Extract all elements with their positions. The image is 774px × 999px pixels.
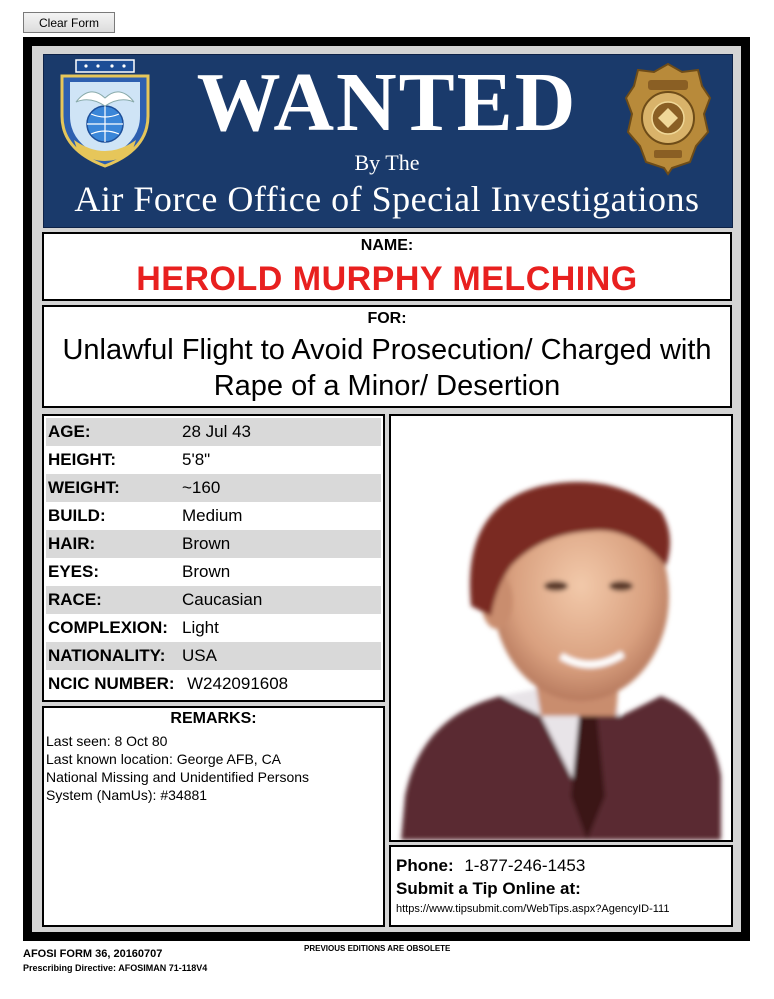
phone-line	[396, 856, 585, 876]
afosi-shield-icon	[54, 58, 156, 170]
remarks-label: REMARKS:	[170, 710, 257, 727]
remarks-line: Last known location: George AFB, CA	[46, 751, 282, 767]
attribute-label: NATIONALITY:	[48, 646, 166, 665]
attribute-label: BUILD:	[48, 506, 106, 525]
agency-name: Air Force Office of Special Investigations	[74, 179, 700, 219]
remarks-line: System (NamUs): #34881	[46, 787, 208, 803]
attribute-label: HEIGHT:	[48, 450, 116, 469]
form-identifier: AFOSI FORM 36, 20160707	[23, 948, 163, 960]
attribute-value: 5'8"	[182, 450, 211, 469]
suspect-photo	[389, 414, 733, 842]
attribute-value: 28 Jul 43	[182, 422, 251, 441]
attribute-value: ~160	[182, 478, 221, 497]
name-section	[42, 232, 732, 301]
wanted-title: WANTED	[196, 56, 578, 149]
contact-section	[389, 845, 733, 927]
tip-url-link[interactable]: https://www.tipsubmit.com/WebTips.aspx?AgencyID-111	[396, 903, 670, 915]
attribute-label: RACE:	[48, 590, 102, 609]
remarks-section	[42, 706, 385, 927]
tip-label: Submit a Tip Online at:	[396, 879, 581, 898]
attribute-label: HAIR:	[48, 534, 96, 553]
attribute-value: Light	[182, 618, 219, 637]
physical-description-table	[42, 414, 385, 702]
by-the-text: By The	[354, 150, 420, 175]
phone-number[interactable]: 1-877-246-1453	[464, 856, 586, 875]
attribute-row	[46, 446, 381, 474]
attribute-value: USA	[182, 646, 217, 665]
charges-section	[42, 305, 732, 408]
remarks-text	[46, 732, 381, 804]
attribute-row	[46, 474, 381, 502]
obsolete-notice: PREVIOUS EDITIONS ARE OBSOLETE	[304, 944, 451, 953]
attribute-row	[46, 418, 381, 446]
charges-text: Unlawful Flight to Avoid Prosecution/ Charged with Rape of a Minor/ Desertion	[62, 334, 712, 402]
prescribing-directive: Prescribing Directive: AFOSIMAN 71-118V4	[23, 963, 208, 973]
attribute-label: AGE:	[48, 422, 91, 441]
suspect-name: HEROLD MURPHY MELCHING	[136, 260, 638, 298]
attribute-row	[46, 558, 381, 586]
for-label: FOR:	[367, 310, 407, 327]
name-label: NAME:	[360, 237, 414, 254]
attribute-row	[46, 670, 381, 698]
attribute-row	[46, 642, 381, 670]
clear-form-button[interactable]: Clear Form	[23, 12, 115, 33]
special-agent-badge-icon	[624, 62, 712, 176]
attribute-row	[46, 502, 381, 530]
suspect-portrait-image	[391, 416, 731, 840]
attribute-value: Medium	[182, 506, 243, 525]
remarks-line: Last seen: 8 Oct 80	[46, 733, 168, 749]
attribute-label: NCIC NUMBER:	[48, 674, 175, 693]
phone-label: Phone:	[396, 856, 454, 875]
attribute-value: W242091608	[187, 674, 289, 693]
attribute-label: COMPLEXION:	[48, 618, 168, 637]
attribute-value: Brown	[182, 562, 231, 581]
attribute-value: Caucasian	[182, 590, 263, 609]
remarks-line: National Missing and Unidentified Persons	[46, 769, 310, 785]
attribute-row	[46, 530, 381, 558]
attribute-value: Brown	[182, 534, 231, 553]
attribute-row	[46, 614, 381, 642]
attribute-label: WEIGHT:	[48, 478, 120, 497]
attribute-label: EYES:	[48, 562, 100, 581]
attribute-row	[46, 586, 381, 614]
